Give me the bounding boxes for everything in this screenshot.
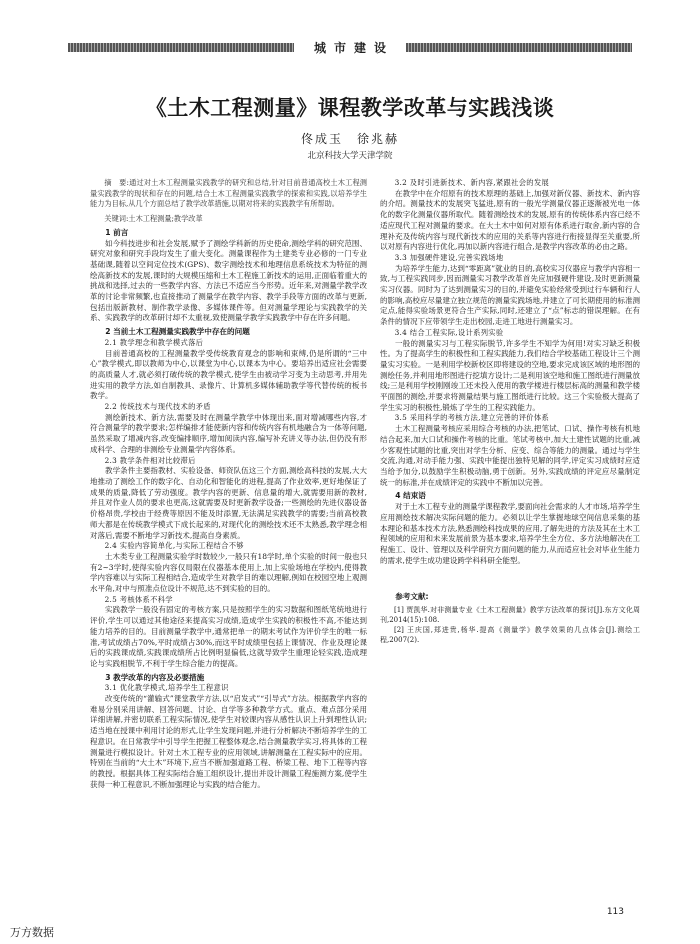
subsection-heading: 2.3 教学条件相对比较滞后 xyxy=(104,455,196,465)
paragraph: 土木类专业工程测量实验学时数较少,一般只有18学时,单个实验的时间一般也只有2~3学时,使得实验内容仅局限在仪器基本使用上,加上实验场地在学校内,使得教学内容难以与实际工程相结合,造成学生对教学目的难以理解,例如在校园空地上观测水平角,对中与照准点位设计不规范,达不到实验的目的。 xyxy=(90,551,367,594)
subsection-heading: 3.4 结合工程实际,设计系列实验 xyxy=(394,327,504,337)
paragraph: 目前普通高校的工程测量教学受传统教育观念的影响和束缚,仍是所谓的“三中心”教学模式,即以教师为中心,以课堂为中心,以课本为中心。要培养出适应社会需要的高质量人才,就必须打破传统的教学模式,使学生由被动学习变为主动思考,并用先进实用的教学方法,如自制教具、录像片、计算机多媒体辅助教学等代替传统的板书教学。 xyxy=(90,348,367,401)
banner-bar-left xyxy=(68,43,294,52)
article-title: 《土木工程测量》课程教学改革与实践浅谈 xyxy=(145,96,555,120)
references-title: 参考文献: xyxy=(395,592,429,602)
left-column xyxy=(90,178,367,790)
paragraph: 土木工程测量考核应采用综合考核的办法,把笔试、口试、操作考核有机地结合起来,加大口试和操作考核的比重。笔试考核中,加大土建性试题的比重,减少客观性试题的比重,突出对学生分析、应变、综合等能力的测量。通过与学生交流,沟通,对动手能力强、实践中能提出独特见解的同学,评定实习成绩时应适当给予加分,以鼓励学生积极动脑,勇于创新。另外,实践成绩的评定应尽量制定统一的标准,并在成绩评定的实践中不断加以完善。 xyxy=(380,424,640,487)
subsection-heading: 2.4 实验内容简单化,与实际工程结合不够 xyxy=(104,541,244,551)
subsection-heading: 2.5 考核体系不科学 xyxy=(104,594,173,604)
section-heading: 2 当前土木工程测量实践教学中存在的问题 xyxy=(105,327,250,337)
paragraph: 为培养学生能力,达到“零距离”就业的目的,高校实习仪器应与教学内容相一致,与工程实践同步,因而测量实习教学改革首先应加强硬件建设,及时更新测量实习仪器。同时为了达到测量实习的目的,并避免实验经常受到过行车辆和行人的影响,高校应尽量建立独立规范的测量实践场地,并建立了可长期使用的标准测定点,能得实验场景更符合生产实际,同时,还建立了“点”标志的错误理解。在有条件的情况下应带领学生走出校园,走进工地进行测量实习。 xyxy=(380,263,640,327)
banner-bar-right xyxy=(406,43,632,52)
paragraph: 一般的测量实习与工程实际脱节,许多学生不知学为何用!对实习缺乏积极性。为了提高学生的积极性和工程实践能力,我们结合学校基础工程设计三个测量实习实验。一是利用学校新校区即将建设的空地,要求完成该区域的地形图的测绘任务,并利用地形图进行挖填方设计;二是利用该空地和施工图纸进行测量放线;三是利用学校刚刚竣工还未投入使用的教学楼进行楼层标高的测量和教学楼平面图的测绘,并要求将测量结果与施工图纸进行比较。这三个实验极大提高了学生实习的积极性,锻炼了学生的工程实践能力。 xyxy=(380,338,640,412)
keywords: 关键词:土木工程测量;教学改革 xyxy=(104,214,203,224)
footer-logo: 万方数据 xyxy=(10,926,54,939)
abstract-block xyxy=(90,178,367,225)
paragraph: 测绘新技术、新方法,需要及时在测量学教学中体现出来,面对增减哪些内容,才符合测量学的教学要求;怎样编排才能使新内容和传统内容有机地融合为一体等问题,虽然采取了增减内容,改变编排顺序,增加阅读内容,编写补充讲义等办法,但仍没有形成科学、合理的非测绘专业测量学内容体系。 xyxy=(90,412,367,454)
subsection-heading: 3.2 及时引进新技术、新内容,紧跟社会的发展 xyxy=(394,178,550,187)
references xyxy=(380,592,640,645)
paragraph: 实践教学一般没有固定的考核方案,只是按照学生的实习数据和图纸笔统地进行评价,学生可以通过其他途径来提高实习成绩,造成学生实践的积极性不高,不能达到能力培养的目的。目前测量学教学中,通常把单一的期末考试作为评价学生的唯一标准,考试成绩占70%,平时成绩占30%,而这平时成绩里包括上课情况、作业及理论课后的实践课成绩,实践课成绩所占比例明显偏低,这就导致学生重理论轻实践,造成理论与实践相脱节,不利于学生综合能力的提高。 xyxy=(90,605,367,668)
section-heading: 4 结束语 xyxy=(395,491,426,501)
subsection-heading: 3.3 加强硬件建设,完善实践场地 xyxy=(394,252,504,262)
paragraph: 改变传统的“灌输式”课堂教学方法,以“启发式”“引导式”方法。根据教学内容的难易分别采用讲解、回答问题、讨论、自学等多种教学方式。重点、难点部分采用详细讲解,并密切联系工程实际情况,使学生对较课内容从感性认识上升到理性认识;适当地在授课中利用讨论的形式,让学生发现问题,并进行分析解决不断培养学生的工程意识。在日常教学中引导学生把握工程整体观念,结合测量教学实习,将具体的工程测量进行模拟设计。针对土木工程专业的应用领域,讲解测量在工程实际中的应用。特别在当前的“大土木”环境下,应当不断加强道路工程、桥梁工程、地下工程等内容的教授。根据具体工程实际结合施工组织设计,提出并设计测量工程施测方案,使学生获得一种工程意识,不断加强理论与实践的结合能力。 xyxy=(90,694,367,789)
subsection-heading: 3.1 优化教学模式,培养学生工程意识 xyxy=(104,683,229,693)
subsection-heading: 2.1 教学理念和教学模式落后 xyxy=(104,337,204,347)
paragraph: 对于土木工程专业的测量学课程教学,要面向社会需求的人才市场,培养学生应用测绘技术解决实际问题的能力。必须以让学生掌握地球空间信息采集的基本理论和基本技术方法,熟悉测绘科技成果的应用,了解先进的方法及其在土木工程领域的应用和未来发展前景为基本要求,培养学生全方位、多方法地解决在工程施工、设计、管理以及科学研究方面问题的能力,从而适应社会对毕业生能力的需求,使学生成功建设跨学科科研全能型。 xyxy=(380,502,640,565)
paragraph: 教学条件主要指教材、实验设备、师资队伍这三个方面,测绘高科技的发展,大大地推动了测绘工作的数字化、自动化和智能化的进程,提高了作业效率,更好地保证了成果的质量,降低了劳动强度。教学内容的更新、信息量的增大,就需要用新的教材,并且对作业人员的要求也更高,这就需要及时更新教学设备;一些测绘的先进仪器设备价格昂贵,学校由于经费等原因不能及时添置,无法满足实践教学的需要;当前高校教师大都是在传统教学模式下成长起来的,对现代化的测绘技术还不太熟悉,教学理念相对落后,需要不断地学习新技术,提高自身素质。 xyxy=(90,466,367,540)
banner-label: 城市建设 xyxy=(314,40,395,55)
reference-item: [1] 贾凯华.对非测量专业《土木工程测量》教学方法改革的探讨[J].东方文化周刊,2014(15):108. xyxy=(380,606,640,625)
reference-item: [2] 王庆国,郑进贵,杨华.提高《测量学》教学效果的几点体会[J].测绘工程,2007(2). xyxy=(380,626,640,645)
right-column xyxy=(380,178,640,645)
article-authors: 佟成玉 徐兆赫 xyxy=(300,132,399,146)
subsection-heading: 3.5 采用科学的考核方法,建立完善的评价体系 xyxy=(394,413,550,423)
page-number: 113 xyxy=(606,907,624,917)
author-affiliation: 北京科技大学天津学院 xyxy=(307,151,393,161)
section-heading: 3 教学改革的内容及必要措施 xyxy=(105,672,205,682)
section-banner xyxy=(68,38,632,56)
section-heading: 1 前言 xyxy=(105,227,129,237)
paragraph: 在教学中在介绍原有的技术原理的基础上,加强对新仪器、新技术、新内容的介绍。测量技术的发展突飞猛进,原有的一般光学测量仪器正逐渐被光电一体化的数字化测量仪器所取代。随着测绘技术的发展,原有的传统体系内容已经不适应现代工程对测量的要求。在大土木中如何对原有体系进行取舍,新内容的合理补充及传统内容与现代新技术的应用的关系等内容进行衔接显得至关重要,所以对原有内容进行优化,再加以新内容进行组合,是教学内容改革的必由之路。 xyxy=(380,188,640,252)
paragraph: 如今科技进步和社会发展,赋予了测绘学科新的历史使命,测绘学科的研究范围、研究对象和研究手段均发生了重大变化。测量课程作为土建类专业必修的一门专业基础课,随着以空间定位技术(GPS)、数字测绘技术和地理信息系统技术为特征的测绘高新技术的发展,课时的大规模压缩和土木工程施工新技术的运用,正面临着重大的挑战和选择,过去的一些教学内容、方法已不适应当今形势。近年来,对测量学教学改革的讨论非常频繁,也直接推动了测量学在教学内容、教学手段等方面的改革与更新,包括出版新教材、制作教学录像、多媒体课件等。但对测量学理论与实践教学的关系、实践教学的改革研讨却不太重视,致使测量学教学实践教学中存在许多问题。 xyxy=(90,238,367,323)
abstract-text: 摘 要:通过对土木工程测量实践教学的研究和总结,针对目前普通高校土木工程测量实践教学的现状和存在的问题,结合土木工程测量实践教学的探索和实践,以培养学生能力为目标,从几个方面总结了教学改革措施,以期对将来的实践教学有所帮助。 xyxy=(90,178,367,209)
subsection-heading: 2.2 传统技术与现代技术的矛盾 xyxy=(104,402,211,412)
